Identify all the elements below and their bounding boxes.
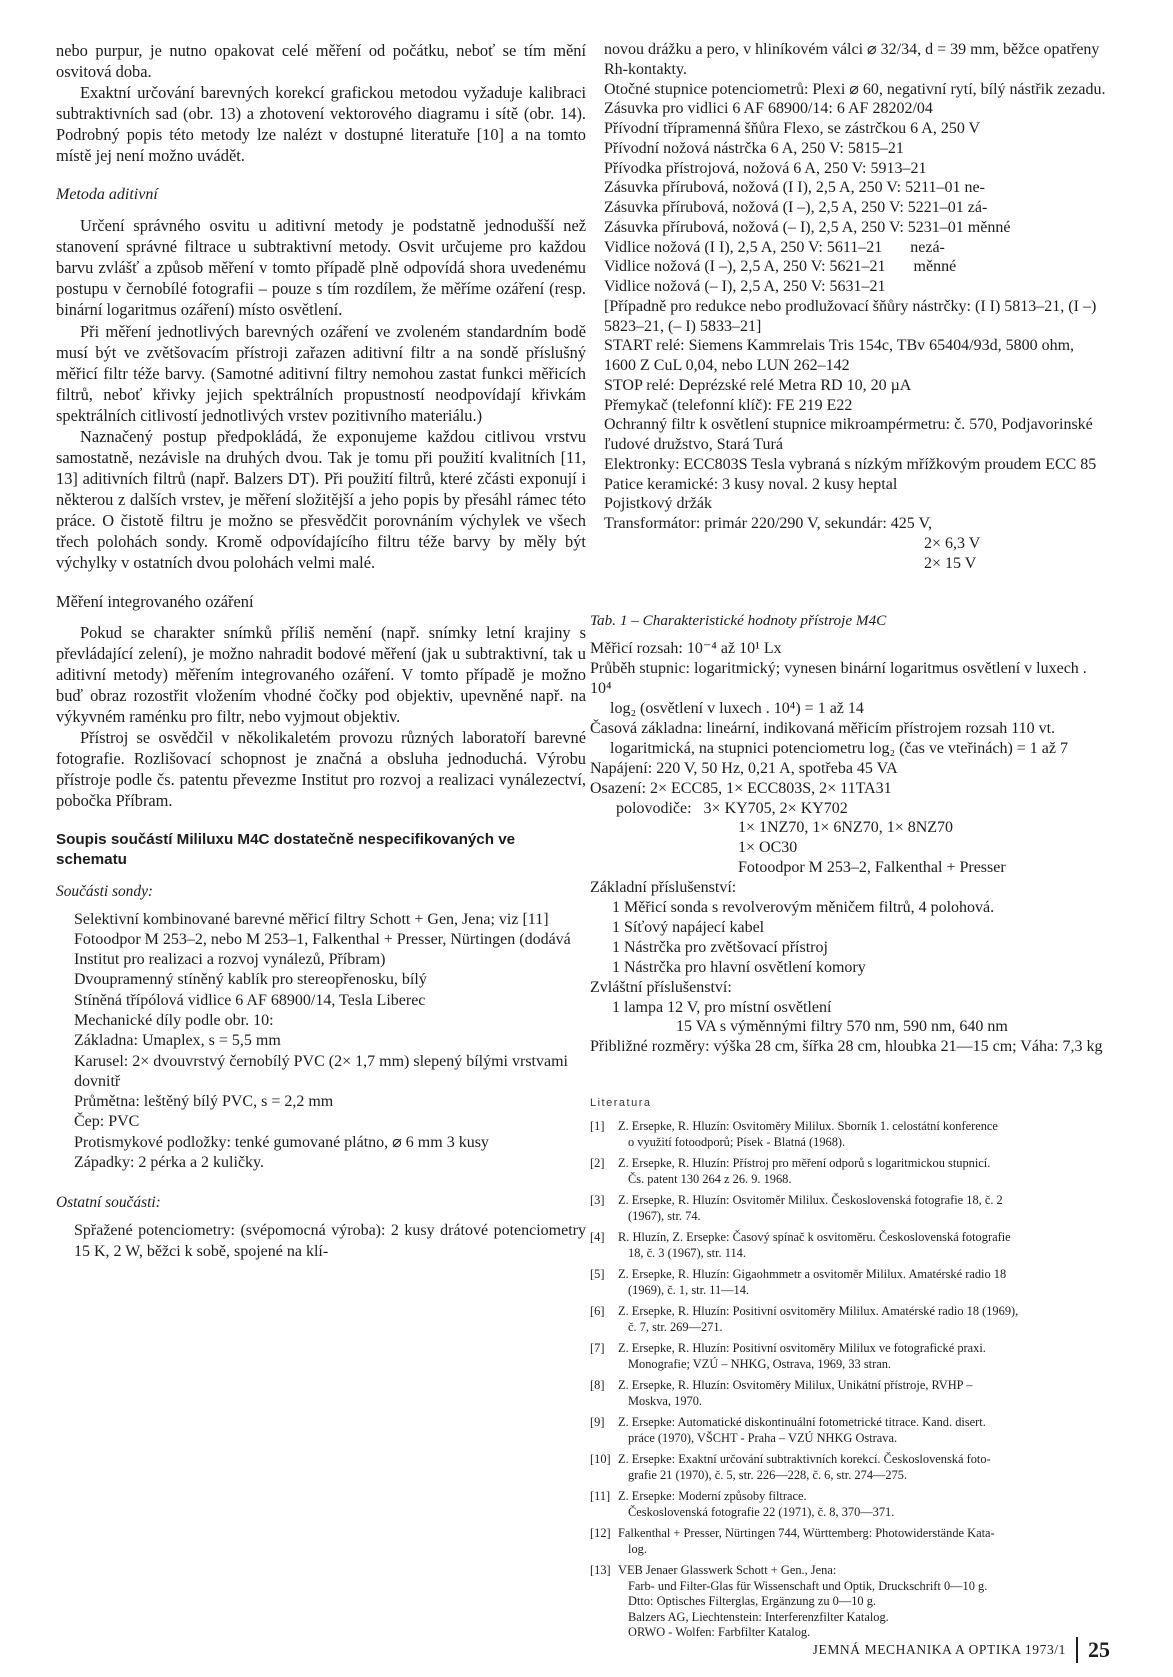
reference-line: Z. Ersepke, R. Hluzín: Positivní osvitoměry Mililux. Amatérské radio 18 (1969), bbox=[618, 1304, 1019, 1319]
list-item: [Případně pro redukce nebo prodlužovací šňůry nástrčky: (I I) 5813–21, (I –) 5823–21, (– I) 5833–21] bbox=[604, 297, 1097, 335]
table-row: Měřicí rozsah: 10⁻⁴ až 10¹ Lx bbox=[590, 640, 782, 658]
list-item: Ochranný filtr k osvětlení stupnice mikroampérmetru: č. 570, Podjavorinské ľudové družstvo, Stará Turá bbox=[604, 416, 1093, 453]
table-row: 1 Měřicí sonda s revolverovým měničem filtrů, 4 polohová. bbox=[612, 899, 995, 917]
reference-line: o využití fotoodporů; Písek - Blatná (1968). bbox=[628, 1134, 846, 1149]
reference-text bbox=[618, 1156, 1110, 1187]
aditivni-text bbox=[56, 215, 586, 573]
reference-line: Z. Ersepke, R. Hluzín: Gigaohmmetr a osvitoměr Mililux. Amatérské radio 18 bbox=[618, 1267, 1007, 1282]
reference-number: [10] bbox=[590, 1452, 611, 1467]
reference-line: Dtto: Optisches Filterglas, Ergänzung zu 0—10 g. bbox=[628, 1594, 877, 1609]
reference-line: 18, č. 3 (1967), str. 114. bbox=[628, 1245, 746, 1260]
reference-line: Z. Ersepke, R. Hluzín: Přístroj pro měření odporů s logaritmickou stupnicí. bbox=[618, 1156, 991, 1171]
reference-text bbox=[618, 1415, 1110, 1446]
section-heading-integrovane: Měření integrovaného ozáření bbox=[56, 592, 254, 612]
integrovane-text bbox=[56, 622, 586, 811]
list-item: Vidlice nožová (I –), 2,5 A, 250 V: 5621–21 měnné bbox=[604, 258, 957, 276]
reference-text bbox=[618, 1563, 1110, 1640]
reference-line: Falkenthal + Presser, Nürtingen 744, Württemberg: Photowiderstände Kata- bbox=[618, 1526, 995, 1541]
list-item: Zásuvka přírubová, nožová (I I), 2,5 A, 250 V: 5211–01 ne- bbox=[604, 179, 985, 197]
reference-line: ORWO - Wolfen: Farbfilter Katalog. bbox=[628, 1624, 811, 1639]
reference-line: grafie 21 (1970), č. 5, str. 226—228, č. 6, str. 274—275. bbox=[628, 1467, 908, 1482]
reference-item bbox=[590, 1563, 1110, 1640]
reference-line: Československá fotografie 22 (1971), č. 8, 370—371. bbox=[628, 1504, 895, 1519]
list-item: 2× 6,3 V bbox=[924, 534, 981, 552]
reference-line: log. bbox=[628, 1541, 647, 1556]
reference-line: Moskva, 1970. bbox=[628, 1393, 702, 1408]
reference-line: Z. Ersepke: Automatické diskontinuální fotometrické titrace. Kand. disert. bbox=[618, 1415, 986, 1430]
list-item: Západky: 2 pérka a 2 kuličky. bbox=[74, 1154, 265, 1172]
reference-text bbox=[618, 1489, 1110, 1520]
reference-line: VEB Jenaer Glasswerk Schott + Gen., Jena: bbox=[618, 1563, 837, 1578]
list-item: Přívodní nožová nástrčka 6 A, 250 V: 5815–21 bbox=[604, 139, 904, 157]
reference-text bbox=[618, 1526, 1110, 1557]
table-row: 1 lampa 12 V, pro místní osvětlení bbox=[612, 998, 832, 1016]
list-item: Protismykové podložky: tenké gumované plátno, ⌀ 6 mm 3 kusy bbox=[74, 1133, 489, 1151]
paragraph: Přístroj se osvědčil v několikaletém provozu různých laboratoří barevné fotografie. Rozlišovací schopnost je značná a obsluha jednoduchá. Výrobu přístroje podle čs. patentu převezme Institut pro rozvoj a realizaci vynálezectví, pobočka Příbram. bbox=[56, 728, 586, 811]
reference-line: Monografie; VZÚ – NHKG, Ostrava, 1969, 33 stran. bbox=[628, 1356, 892, 1371]
reference-item bbox=[590, 1452, 1110, 1483]
reference-line: R. Hluzín, Z. Ersepke: Časový spínač k osvitoměru. Československá fotografie bbox=[618, 1230, 1011, 1245]
reference-line: Z. Ersepke: Moderní způsoby filtrace. bbox=[618, 1489, 807, 1504]
list-item: Dvoupramenný stíněný kablík pro stereopřenosku, bílý bbox=[74, 971, 427, 989]
table-row: Zvláštní příslušenství: bbox=[590, 978, 732, 996]
paragraph: nebo purpur, je nutno opakovat celé měření od počátku, neboť se tím mění osvitová doba. bbox=[56, 41, 586, 82]
references-list bbox=[590, 1119, 1110, 1640]
intro-text bbox=[56, 40, 586, 166]
reference-number: [3] bbox=[590, 1193, 605, 1208]
reference-item bbox=[590, 1156, 1110, 1187]
reference-item bbox=[590, 1267, 1110, 1298]
table-row: 15 VA s výměnnými filtry 570 nm, 590 nm, 640 nm bbox=[676, 1018, 1008, 1036]
list-item: Transformátor: primár 220/290 V, sekundár: 425 V, bbox=[604, 515, 932, 532]
right-column bbox=[590, 40, 1110, 1647]
footer-divider bbox=[1076, 1637, 1078, 1663]
table-caption: Tab. 1 – Charakteristické hodnoty přístroje M4C bbox=[590, 612, 887, 630]
reference-text bbox=[618, 1230, 1110, 1261]
list-item: Přívodní třípramenná šňůra Flexo, se zástrčkou 6 A, 250 V bbox=[604, 120, 981, 137]
list-item: Čep: PVC bbox=[74, 1113, 140, 1131]
list-item: START relé: Siemens Kammrelais Tris 154c, TBv 65404/93d, 5800 ohm, 1600 Z CuL 0,04, nebo LUN 262–142 bbox=[604, 337, 1075, 374]
reference-line: Farb- und Filter-Glas für Wissenschaft und Optik, Druckschrift 0—10 g. bbox=[628, 1578, 988, 1593]
list-item: Spřažené potenciometry: (svépomocná výroba): 2 kusy drátové potenciometry 15 K, 2 W, běžci k sobě, spojené na klí- bbox=[74, 1222, 586, 1260]
reference-item bbox=[590, 1341, 1110, 1372]
table-row: Fotoodpor M 253–2, Falkenthal + Presser bbox=[738, 859, 1006, 877]
table-row: polovodiče: 3× KY705, 2× KY702 bbox=[616, 799, 848, 817]
list-item: Pojistkový držák bbox=[604, 495, 712, 513]
references-heading: Literatura bbox=[590, 1097, 652, 1110]
table-row: Časová základna: lineární, indikovaná měřicím přístrojem rozsah 110 vt. bbox=[590, 719, 1056, 737]
table-row: 1 Nástrčka pro hlavní osvětlení komory bbox=[612, 958, 866, 976]
section-heading-aditivni: Metoda aditivní bbox=[56, 186, 158, 204]
reference-item bbox=[590, 1304, 1110, 1335]
reference-item bbox=[590, 1526, 1110, 1557]
reference-line: Z. Ersepke, R. Hluzín: Positivní osvitoměry Mililux ve fotografické praxi. bbox=[618, 1341, 986, 1356]
list-item: Stíněná třípólová vidlice 6 AF 68900/14, Tesla Liberec bbox=[74, 991, 426, 1009]
reference-text bbox=[618, 1341, 1110, 1372]
list-item: Fotoodpor M 253–2, nebo M 253–1, Falkenthal + Presser, Nürtingen (dodává Institut pro realizaci a rozvoj vynálezů, Příbram) bbox=[74, 930, 571, 969]
other-parts-heading: Ostatní součásti: bbox=[56, 1194, 161, 1212]
reference-item bbox=[590, 1378, 1110, 1409]
reference-item bbox=[590, 1119, 1110, 1150]
table-row: 1× OC30 bbox=[738, 839, 798, 857]
reference-item bbox=[590, 1489, 1110, 1520]
reference-line: práce (1970), VŠCHT - Praha – VZÚ NHKG Ostrava. bbox=[628, 1430, 898, 1445]
list-item: Elektronky: ECC803S Tesla vybraná s nízkým mřížkovým proudem ECC 85 bbox=[604, 455, 1097, 473]
list-item: Vidlice nožová (– I), 2,5 A, 250 V: 5631–21 bbox=[604, 278, 886, 295]
reference-item bbox=[590, 1193, 1110, 1224]
list-item: Selektivní kombinované barevné měřicí filtry Schott + Gen, Jena; viz [11] bbox=[74, 910, 549, 928]
list-item: Zásuvka přírubová, nožová (I –), 2,5 A, 250 V: 5221–01 zá- bbox=[604, 199, 988, 216]
list-item: Vidlice nožová (I I), 2,5 A, 250 V: 5611–21 nezá- bbox=[604, 238, 945, 256]
table-row: Osazení: 2× ECC85, 1× ECC803S, 2× 11TA31 bbox=[590, 779, 892, 797]
paragraph: Pokud se charakter snímků příliš nemění (např. snímky letní krajiny s převládající zelení), je možno nahradit bodové měření (jak u subtraktivní, tak u aditivní metody) měřením integrovaného ozáření. V tomto případě je možno buď obraz rozostřit vložením vhodné čočky pod objektiv, upevněné např. na výkyvném raménku pro filtr, nebo vyjmout objektiv. bbox=[56, 623, 586, 727]
table-row: 1× 1NZ70, 1× 6NZ70, 1× 8NZ70 bbox=[738, 819, 954, 837]
reference-text bbox=[618, 1304, 1110, 1335]
reference-text bbox=[618, 1452, 1110, 1483]
list-item: 2× 15 V bbox=[924, 554, 977, 572]
probe-parts-heading: Součásti sondy: bbox=[56, 882, 154, 900]
reference-number: [6] bbox=[590, 1304, 605, 1319]
table-row: log₂ (osvětlení v luxech . 10⁴) = 1 až 14 bbox=[610, 699, 864, 717]
reference-item bbox=[590, 1415, 1110, 1446]
list-item: Karusel: 2× dvouvrstvý černobílý PVC (2× 1,7 mm) slepený bílými vrstvami dovnitř bbox=[74, 1052, 568, 1090]
table-row: Průběh stupnic: logaritmický; vynesen binární logaritmus osvětlení v luxech . 10⁴ bbox=[590, 660, 1087, 698]
reference-text bbox=[618, 1267, 1110, 1298]
parts-list-heading: Soupis součástí Mililuxu M4C dostatečně nespecifikovaných ve schematu bbox=[56, 830, 516, 868]
reference-line: Balzers AG, Liechtenstein: Interferenzfilter Katalog. bbox=[628, 1609, 889, 1624]
paragraph: Naznačený postup předpokládá, že exponujeme každou citlivou vrstvu samostatně, nezávisle na druhých dvou. Tak je tomu při použití kvalitních [11, 13] aditivních filtrů (např. Balzers DT). Při použití filtrů, které zčásti exponují i některou z dalších vrstev, je měření složitější a jeho popis by přesáhl rámec této práce. O čistotě filtru je možno se přesvědčit porovnáním výchylek ve všech třech polohách sondy. Kromě odpovídajícího filtru téže barvy by měly být výchylky v ostatních dvou polohách velmi malé. bbox=[56, 426, 586, 573]
table-row: 1 Síťový napájecí kabel bbox=[612, 918, 765, 936]
list-item: Základna: Umaplex, s = 5,5 mm bbox=[74, 1032, 281, 1050]
reference-line: Z. Ersepke: Exaktní určování subtraktivních korekcí. Československá foto- bbox=[618, 1452, 991, 1467]
list-item: Zásuvka pro vidlici 6 AF 68900/14: 6 AF 28202/04 bbox=[604, 100, 933, 118]
reference-number: [2] bbox=[590, 1156, 605, 1171]
reference-line: č. 7, str. 269—271. bbox=[628, 1319, 723, 1334]
list-item: Přemykač (telefonní klíč): FE 219 E22 bbox=[604, 396, 853, 414]
reference-number: [11] bbox=[590, 1489, 611, 1504]
reference-text bbox=[618, 1119, 1110, 1150]
reference-number: [5] bbox=[590, 1267, 605, 1282]
reference-number: [1] bbox=[590, 1119, 605, 1134]
left-column bbox=[56, 40, 586, 1262]
probe-parts-list bbox=[56, 910, 586, 1174]
reference-line: (1967), str. 74. bbox=[628, 1208, 701, 1223]
table-row: 1 Nástrčka pro zvětšovací přístroj bbox=[612, 938, 828, 956]
list-item: Mechanické díly podle obr. 10: bbox=[74, 1011, 274, 1029]
reference-line: Čs. patent 130 264 z 26. 9. 1968. bbox=[628, 1171, 792, 1186]
paragraph: Exaktní určování barevných korekcí grafickou metodou vyžaduje kalibraci subtraktivních sad (obr. 13) a zhotovení vektorového diagramu i sítě (obr. 14). Podrobný popis této metody lze nalézt v dostupné literatuře [10] a na tomto místě jej není možno uvádět. bbox=[56, 83, 586, 166]
list-item: novou drážku a pero, v hliníkovém válci ⌀ 32/34, d = 39 mm, běžce opatřeny Rh-kontakty. bbox=[604, 41, 1100, 78]
reference-number: [13] bbox=[590, 1563, 611, 1578]
list-item: Průmětna: leštěný bílý PVC, s = 2,2 mm bbox=[74, 1093, 334, 1111]
transformer-spec bbox=[604, 514, 1110, 573]
table-row: logaritmická, na stupnici potenciometru log₂ (čas ve vteřinách) = 1 až 7 bbox=[610, 739, 1068, 757]
table-row: Přibližné rozměry: výška 28 cm, šířka 28 cm, hloubka 21—15 cm; Váha: 7,3 kg bbox=[590, 1038, 1103, 1056]
reference-number: [4] bbox=[590, 1230, 605, 1245]
list-item: STOP relé: Deprézské relé Metra RD 10, 20 µA bbox=[604, 376, 912, 394]
reference-line: Z. Ersepke, R. Hluzín: Osvitoměry Mililux, Unikátní přístroje, RVHP – bbox=[618, 1378, 973, 1393]
other-parts-continued bbox=[590, 40, 1110, 573]
reference-text bbox=[618, 1193, 1110, 1224]
page-footer bbox=[780, 1637, 1110, 1663]
reference-number: [8] bbox=[590, 1378, 605, 1393]
journal-name: JEMNÁ MECHANIKA A OPTIKA 1973/1 bbox=[812, 1642, 1066, 1657]
reference-number: [12] bbox=[590, 1526, 611, 1541]
list-item: Přívodka přístrojová, nožová 6 A, 250 V: 5913–21 bbox=[604, 159, 927, 177]
reference-number: [9] bbox=[590, 1415, 605, 1430]
characteristics-table bbox=[590, 639, 1110, 1057]
reference-line: Z. Ersepke, R. Hluzín: Osvitoměr Mililux. Československá fotografie 18, č. 2 bbox=[618, 1193, 1003, 1208]
list-item: Patice keramické: 3 kusy noval. 2 kusy heptal bbox=[604, 475, 898, 493]
reference-item bbox=[590, 1230, 1110, 1261]
list-item: Zásuvka přírubová, nožová (– I), 2,5 A, 250 V: 5231–01 měnné bbox=[604, 218, 1011, 236]
table-row: Napájení: 220 V, 50 Hz, 0,21 A, spotřeba 45 VA bbox=[590, 759, 898, 777]
paragraph: Určení správného osvitu u aditivní metody je podstatně jednodušší než stanovení správné filtrace u subtraktivní metody. Osvit určujeme pro každou barvu zvlášť a způsob měření v tomto případě plně odpovídá shora uvedenému postupu v černobílé fotografii – pouze s tím rozdílem, že měříme ozáření (resp. binární logaritmus ozáření) místo osvětlení. bbox=[56, 216, 586, 320]
reference-line: Z. Ersepke, R. Hluzín: Osvitoměry Mililux. Sborník 1. celostátní konference bbox=[618, 1119, 998, 1134]
other-parts-list bbox=[56, 1221, 586, 1262]
reference-text bbox=[618, 1378, 1110, 1409]
table-row: Základní příslušenství: bbox=[590, 879, 737, 897]
reference-number: [7] bbox=[590, 1341, 605, 1356]
paragraph: Při měření jednotlivých barevných ozáření ve zvoleném standardním bodě musí být ve zvětšovacím přístroji zařazen aditivní filtr a na sondě příslušný měřicí filtr téže barvy. (Samotné aditivní filtry nemohou zastat funkci měřicích filtrů, neboť křivky jejich spektrálních propustností neodpovídají křivkám spektrálních citlivostí jednotlivých vrstev pozitivního materiálu.) bbox=[56, 321, 586, 425]
reference-line: (1969), č. 1, str. 11—14. bbox=[628, 1282, 750, 1297]
list-item: Otočné stupnice potenciometrů: Plexi ⌀ 60, negativní rytí, bílý nástřik zezadu. bbox=[604, 80, 1106, 98]
page-number: 25 bbox=[1088, 1637, 1110, 1662]
